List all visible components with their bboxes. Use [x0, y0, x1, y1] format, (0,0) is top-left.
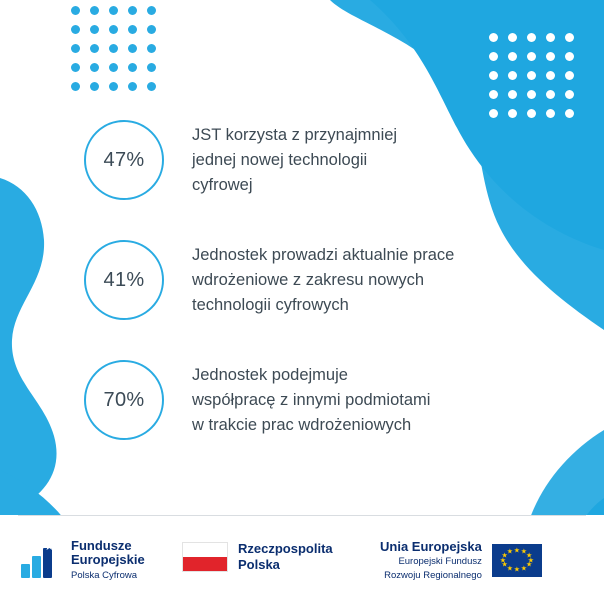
logo-unia-europejska	[380, 539, 542, 582]
dot	[508, 71, 517, 80]
dot	[71, 44, 80, 53]
dot	[527, 52, 536, 61]
rzeczpospolita-line-2: Polska	[238, 557, 280, 572]
dot	[489, 90, 498, 99]
stat-row	[0, 100, 604, 220]
dot	[90, 6, 99, 15]
dot	[147, 82, 156, 91]
eu-star: ★	[501, 561, 508, 569]
dot	[527, 33, 536, 42]
dot	[508, 33, 517, 42]
eu-star: ★	[501, 552, 508, 560]
dot	[565, 71, 574, 80]
dot	[128, 44, 137, 53]
fundusze-line-1: Fundusze	[71, 538, 132, 553]
stat-value-badge	[84, 120, 164, 200]
dot	[489, 71, 498, 80]
dot	[90, 63, 99, 72]
dot	[71, 82, 80, 91]
logo-rzeczpospolita-polska	[182, 541, 333, 573]
rzeczpospolita-line-1: Rzeczpospolita	[238, 541, 333, 556]
dot	[565, 33, 574, 42]
stat-description-line: technologii cyfrowych	[192, 295, 349, 314]
polish-flag-icon	[182, 542, 228, 572]
unia-title: Unia Europejska	[380, 539, 482, 554]
stat-value-badge	[84, 240, 164, 320]
stat-description-line: w trakcie prac wdrożeniowych	[192, 415, 412, 434]
dot	[71, 6, 80, 15]
eu-star: ★	[506, 548, 514, 556]
fundusze-europejskie-icon	[20, 540, 62, 580]
statistics-list	[0, 100, 604, 460]
dot	[147, 6, 156, 15]
dot	[546, 71, 555, 80]
dot	[128, 63, 137, 72]
dot	[546, 90, 555, 99]
stat-description-line: Jednostek podejmuje	[192, 365, 348, 384]
stat-description	[192, 243, 454, 318]
eu-star: ★	[525, 561, 533, 569]
eu-star: ★	[527, 557, 535, 564]
dot	[128, 82, 137, 91]
stat-description-line: Jednostek prowadzi aktualnie prace	[192, 245, 455, 264]
stat-value: 70%	[103, 388, 145, 411]
dot	[147, 25, 156, 34]
dot	[508, 52, 517, 61]
stat-row	[0, 220, 604, 340]
dot	[109, 44, 118, 53]
eu-star: ★	[513, 566, 521, 574]
dot	[109, 25, 118, 34]
unia-subtitle-2: Rozwoju Regionalnego	[384, 570, 482, 581]
fundusze-line-2: Europejskie	[71, 552, 145, 567]
flag-stripe-red	[183, 557, 227, 571]
eu-star: ★	[499, 557, 507, 564]
dot	[90, 25, 99, 34]
dot	[90, 82, 99, 91]
dot	[565, 90, 574, 99]
eu-star: ★	[520, 565, 528, 573]
stat-description-line: JST korzysta z przynajmniej	[192, 125, 398, 144]
stat-value: 47%	[103, 148, 145, 171]
dot	[128, 6, 137, 15]
unia-subtitle-1: Europejski Fundusz	[398, 556, 482, 567]
dot	[489, 52, 498, 61]
stat-row	[0, 340, 604, 460]
eu-flag-icon	[492, 544, 542, 577]
flag-stripe-white	[183, 543, 227, 557]
eu-star: ★	[506, 565, 514, 573]
dot	[508, 90, 517, 99]
dot	[109, 63, 118, 72]
stat-description	[192, 123, 397, 198]
dot	[527, 90, 536, 99]
rzeczpospolita-text	[238, 541, 333, 573]
eu-star: ★	[520, 548, 528, 556]
stat-description-line: wdrożeniowe z zakresu nowych	[192, 270, 425, 289]
stat-value: 41%	[103, 268, 145, 291]
eu-star: ★	[525, 552, 533, 560]
dot	[71, 63, 80, 72]
bar	[32, 556, 41, 578]
dot	[109, 6, 118, 15]
dot	[71, 25, 80, 34]
dot	[565, 52, 574, 61]
dot-grid-top-left	[71, 6, 156, 91]
stat-description-line: cyfrowej	[192, 175, 253, 194]
dot	[147, 44, 156, 53]
fundusze-subtitle: Polska Cyfrowa	[71, 570, 137, 581]
dot	[527, 71, 536, 80]
dot	[147, 63, 156, 72]
bar	[21, 564, 30, 578]
star-icon: ★	[44, 539, 55, 553]
stat-description-line: jednej nowej technologii	[192, 150, 368, 169]
dot	[546, 52, 555, 61]
unia-europejska-text	[380, 539, 482, 582]
dot	[489, 33, 498, 42]
dot	[90, 44, 99, 53]
stat-description-line: współpracę z innymi podmiotami	[192, 390, 431, 409]
eu-star: ★	[513, 547, 521, 555]
stat-value-badge	[84, 360, 164, 440]
dot	[546, 33, 555, 42]
fundusze-europejskie-text	[71, 539, 145, 581]
footer-logo-bar	[0, 515, 604, 601]
dot	[109, 82, 118, 91]
dot	[128, 25, 137, 34]
footer-divider	[18, 515, 586, 516]
logo-fundusze-europejskie	[20, 539, 145, 581]
stat-description	[192, 363, 430, 438]
